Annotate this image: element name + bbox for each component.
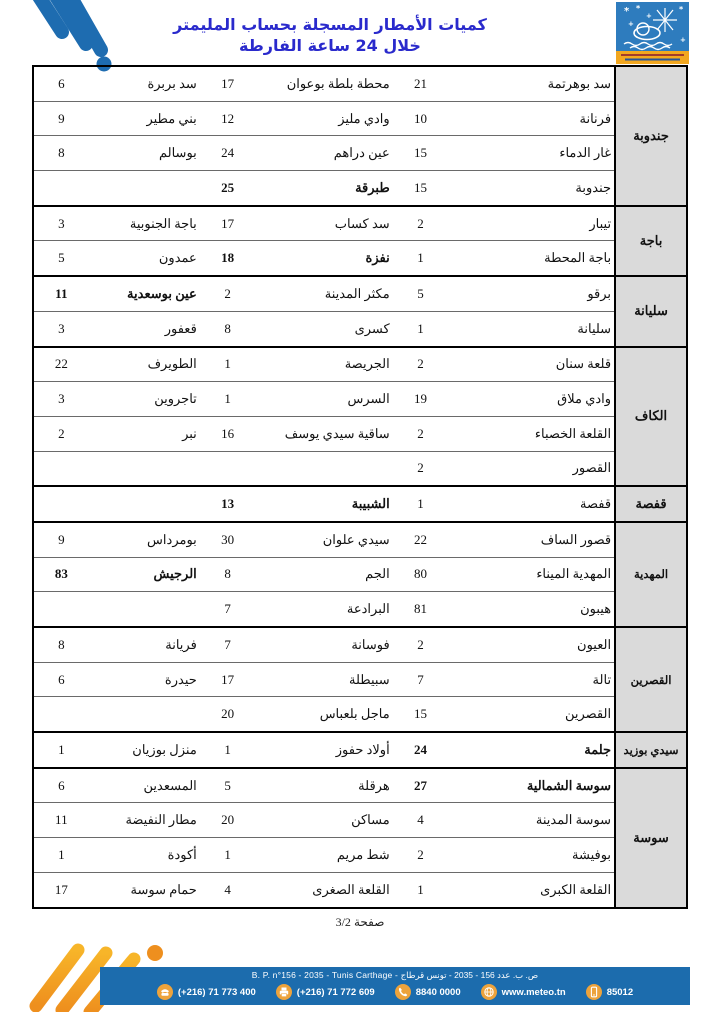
rainfall-value-cell: 24 xyxy=(200,136,256,171)
table-row xyxy=(33,276,687,311)
rainfall-value-cell: 1 xyxy=(393,872,449,907)
rainfall-value-cell: 17 xyxy=(200,206,256,241)
station-name-cell: مساكن xyxy=(255,803,392,838)
rainfall-value-cell: 2 xyxy=(393,627,449,662)
station-name-cell: هيبون xyxy=(448,592,615,627)
station-name-cell: المهدية الميناء xyxy=(448,557,615,592)
rainfall-value-cell: 25 xyxy=(200,171,256,206)
sms-icon xyxy=(586,984,602,1000)
station-name-cell: أولاد حفوز xyxy=(255,732,392,768)
station-name-cell: قصور الساف xyxy=(448,522,615,557)
table-row xyxy=(33,592,687,627)
rainfall-value-cell: 81 xyxy=(393,592,449,627)
svg-text:*: * xyxy=(624,6,630,17)
table-row xyxy=(33,206,687,241)
station-name-cell: منزل بوزيان xyxy=(89,732,200,768)
rainfall-value-cell: 2 xyxy=(393,416,449,451)
fax-icon xyxy=(276,984,292,1000)
rainfall-value-cell xyxy=(33,592,89,627)
rainfall-value-cell: 1 xyxy=(200,838,256,873)
table-row xyxy=(33,662,687,697)
station-name-cell: الشبيبة xyxy=(255,486,392,522)
rainfall-value-cell xyxy=(33,451,89,486)
rainfall-value-cell: 5 xyxy=(33,241,89,276)
governorate-cell: سليانة xyxy=(615,276,687,346)
station-name-cell: غار الدماء xyxy=(448,136,615,171)
station-name-cell: مكثر المدينة xyxy=(255,276,392,311)
station-name-cell: عين بوسعدية xyxy=(89,276,200,311)
rainfall-value-cell: 8 xyxy=(200,311,256,346)
station-name-cell: هرقلة xyxy=(255,768,392,803)
station-name-cell: الطويرف xyxy=(89,347,200,382)
station-name-cell: نبر xyxy=(89,416,200,451)
table-row xyxy=(33,768,687,803)
rainfall-value-cell: 8 xyxy=(200,557,256,592)
table-row xyxy=(33,136,687,171)
station-name-cell: محطة بلطة بوعوان xyxy=(255,66,392,101)
station-name-cell: تيبار xyxy=(448,206,615,241)
station-name-cell xyxy=(255,451,392,486)
station-name-cell: المسعدين xyxy=(89,768,200,803)
station-name-cell: بني مطير xyxy=(89,101,200,136)
title-line-1: كميات الأمطار المسجلة بحساب المليمتر xyxy=(173,15,487,34)
table-row xyxy=(33,382,687,417)
governorate-cell: الكاف xyxy=(615,347,687,487)
rainfall-value-cell: 15 xyxy=(393,136,449,171)
footer-contact-item xyxy=(157,984,256,1000)
rainfall-value-cell: 1 xyxy=(33,732,89,768)
rainfall-value-cell: 2 xyxy=(33,416,89,451)
rainfall-value-cell: 17 xyxy=(33,872,89,907)
station-name-cell: باجة الجنوبية xyxy=(89,206,200,241)
svg-text:+: + xyxy=(646,12,652,20)
station-name-cell: حيدرة xyxy=(89,662,200,697)
table-row xyxy=(33,241,687,276)
table-row xyxy=(33,838,687,873)
rainfall-value-cell: 6 xyxy=(33,662,89,697)
inm-logo xyxy=(616,2,689,64)
station-name-cell: فرنانة xyxy=(448,101,615,136)
rainfall-value-cell: 18 xyxy=(200,241,256,276)
rainfall-value-cell: 22 xyxy=(33,347,89,382)
rainfall-value-cell: 20 xyxy=(200,803,256,838)
table-row xyxy=(33,697,687,732)
svg-text:*: * xyxy=(679,5,684,14)
station-name-cell: أكودة xyxy=(89,838,200,873)
rainfall-value-cell: 11 xyxy=(33,803,89,838)
station-name-cell: سد كساب xyxy=(255,206,392,241)
table-row xyxy=(33,627,687,662)
station-name-cell xyxy=(89,171,200,206)
rainfall-value-cell: 9 xyxy=(33,522,89,557)
rainfall-value-cell: 5 xyxy=(393,276,449,311)
station-name-cell: الجم xyxy=(255,557,392,592)
title-line-2: خلال 24 ساعة الفارطة xyxy=(239,36,421,55)
station-name-cell: بوسالم xyxy=(89,136,200,171)
logo-band xyxy=(616,51,689,64)
governorate-cell: سوسة xyxy=(615,768,687,908)
rainfall-value-cell: 2 xyxy=(393,451,449,486)
rainfall-value-cell xyxy=(200,451,256,486)
footer-band xyxy=(100,967,690,1005)
station-name-cell: القلعة الخصباء xyxy=(448,416,615,451)
station-name-cell: الجريصة xyxy=(255,347,392,382)
footer-contacts xyxy=(100,982,690,1002)
footer-contact-item xyxy=(395,984,461,1000)
rainfall-value-cell: 1 xyxy=(200,732,256,768)
table-row xyxy=(33,732,687,768)
governorate-cell: جندوبة xyxy=(615,66,687,206)
station-name-cell: قلعة سنان xyxy=(448,347,615,382)
rainfall-value-cell: 2 xyxy=(393,347,449,382)
rainfall-value-cell: 1 xyxy=(393,311,449,346)
logo-text-line-2 xyxy=(625,59,680,61)
station-name-cell: القصور xyxy=(448,451,615,486)
station-name-cell: سليانة xyxy=(448,311,615,346)
rainfall-value-cell: 1 xyxy=(33,838,89,873)
rainfall-value-cell: 22 xyxy=(393,522,449,557)
station-name-cell: بوفيشة xyxy=(448,838,615,873)
svg-text:+: + xyxy=(628,20,634,28)
rainfall-value-cell: 4 xyxy=(200,872,256,907)
table-row xyxy=(33,171,687,206)
table-row xyxy=(33,557,687,592)
station-name-cell: الرجيش xyxy=(89,557,200,592)
station-name-cell: وادي مليز xyxy=(255,101,392,136)
globe-icon xyxy=(481,984,497,1000)
station-name-cell xyxy=(89,592,200,627)
station-name-cell: مطار النفيضة xyxy=(89,803,200,838)
logo-text-line-1 xyxy=(621,54,684,56)
station-name-cell: ساقية سيدي يوسف xyxy=(255,416,392,451)
rainfall-value-cell: 19 xyxy=(393,382,449,417)
rainfall-value-cell: 17 xyxy=(200,66,256,101)
footer-contact-item xyxy=(276,984,375,1000)
station-name-cell: باجة المحطة xyxy=(448,241,615,276)
rainfall-value-cell: 12 xyxy=(200,101,256,136)
governorate-cell: باجة xyxy=(615,206,687,276)
rainfall-value-cell: 83 xyxy=(33,557,89,592)
station-name-cell: طبرقة xyxy=(255,171,392,206)
contact-text: 8840 0000 xyxy=(415,986,461,998)
station-name-cell: سوسة الشمالية xyxy=(448,768,615,803)
rainfall-value-cell: 80 xyxy=(393,557,449,592)
svg-text:*: * xyxy=(636,4,641,13)
station-name-cell: سيدي علوان xyxy=(255,522,392,557)
station-name-cell: سد بوهرتمة xyxy=(448,66,615,101)
rainfall-value-cell xyxy=(33,171,89,206)
station-name-cell: حمام سوسة xyxy=(89,872,200,907)
rainfall-value-cell: 7 xyxy=(393,662,449,697)
rainfall-value-cell: 15 xyxy=(393,697,449,732)
rainfall-value-cell xyxy=(33,697,89,732)
station-name-cell: قفصة xyxy=(448,486,615,522)
governorate-cell: القصرين xyxy=(615,627,687,732)
station-name-cell: القلعة الصغرى xyxy=(255,872,392,907)
station-name-cell: سبيطلة xyxy=(255,662,392,697)
rainfall-value-cell: 8 xyxy=(33,136,89,171)
rainfall-value-cell: 7 xyxy=(200,627,256,662)
rainfall-value-cell: 15 xyxy=(393,171,449,206)
table-row xyxy=(33,347,687,382)
rainfall-value-cell: 24 xyxy=(393,732,449,768)
rainfall-value-cell xyxy=(33,486,89,522)
rainfall-value-cell: 3 xyxy=(33,311,89,346)
call-icon xyxy=(395,984,411,1000)
table-row xyxy=(33,101,687,136)
table-row xyxy=(33,451,687,486)
rainfall-value-cell: 30 xyxy=(200,522,256,557)
gold-dot xyxy=(147,945,163,961)
station-name-cell: ماجل بلعباس xyxy=(255,697,392,732)
station-name-cell: عمدون xyxy=(89,241,200,276)
table-row xyxy=(33,416,687,451)
rainfall-value-cell: 1 xyxy=(200,382,256,417)
rainfall-value-cell: 2 xyxy=(393,206,449,241)
station-name-cell: فريانة xyxy=(89,627,200,662)
page-number: صفحة 3/2 xyxy=(335,915,385,929)
rainfall-value-cell: 2 xyxy=(200,276,256,311)
station-name-cell: برقو xyxy=(448,276,615,311)
table-row xyxy=(33,522,687,557)
governorate-cell: قفصة xyxy=(615,486,687,522)
rainfall-table xyxy=(32,65,688,909)
rainfall-value-cell: 1 xyxy=(200,347,256,382)
rainfall-value-cell: 9 xyxy=(33,101,89,136)
footer-contact-item xyxy=(586,984,633,1000)
rainfall-value-cell: 3 xyxy=(33,382,89,417)
page-title xyxy=(130,14,530,56)
station-name-cell: البرادعة xyxy=(255,592,392,627)
rainfall-value-cell: 6 xyxy=(33,768,89,803)
station-name-cell: السرس xyxy=(255,382,392,417)
rainfall-table-body xyxy=(33,66,687,908)
station-name-cell: جلمة xyxy=(448,732,615,768)
station-name-cell: كسرى xyxy=(255,311,392,346)
station-name-cell xyxy=(89,697,200,732)
table-row xyxy=(33,66,687,101)
footer-address: B. P. n°156 - 2035 - Tunis Carthage - ص. ب. عدد 156 - 2035 - تونس قرطاج xyxy=(251,970,539,980)
rainfall-value-cell: 3 xyxy=(33,206,89,241)
station-name-cell: سد بربرة xyxy=(89,66,200,101)
station-name-cell: بومرداس xyxy=(89,522,200,557)
phone-icon xyxy=(157,984,173,1000)
governorate-cell: المهدية xyxy=(615,522,687,627)
rainfall-value-cell: 16 xyxy=(200,416,256,451)
rainfall-value-cell: 17 xyxy=(200,662,256,697)
table-row xyxy=(33,486,687,522)
station-name-cell: القلعة الكبرى xyxy=(448,872,615,907)
rainfall-value-cell: 4 xyxy=(393,803,449,838)
station-name-cell: سوسة المدينة xyxy=(448,803,615,838)
station-name-cell: شط مريم xyxy=(255,838,392,873)
governorate-cell: سيدي بوزيد xyxy=(615,732,687,768)
station-name-cell: نفزة xyxy=(255,241,392,276)
station-name-cell xyxy=(89,486,200,522)
rainfall-value-cell: 8 xyxy=(33,627,89,662)
station-name-cell: وادي ملاق xyxy=(448,382,615,417)
rainfall-value-cell: 27 xyxy=(393,768,449,803)
station-name-cell: تالة xyxy=(448,662,615,697)
station-name-cell: فوسانة xyxy=(255,627,392,662)
contact-text: (+216) 71 773 400 xyxy=(177,986,256,998)
footer-contact-item xyxy=(481,984,566,1000)
table-row xyxy=(33,311,687,346)
table-row xyxy=(33,872,687,907)
station-name-cell: تاجروين xyxy=(89,382,200,417)
station-name-cell: العيون xyxy=(448,627,615,662)
station-name-cell: قعفور xyxy=(89,311,200,346)
station-name-cell: جندوبة xyxy=(448,171,615,206)
rainfall-value-cell: 1 xyxy=(393,241,449,276)
rainfall-value-cell: 5 xyxy=(200,768,256,803)
rainfall-value-cell: 6 xyxy=(33,66,89,101)
rainfall-value-cell: 20 xyxy=(200,697,256,732)
contact-text: (+216) 71 772 609 xyxy=(296,986,375,998)
svg-text:+: + xyxy=(680,36,686,44)
rainfall-value-cell: 2 xyxy=(393,838,449,873)
rainfall-value-cell: 1 xyxy=(393,486,449,522)
table-row xyxy=(33,803,687,838)
rainfall-value-cell: 11 xyxy=(33,276,89,311)
contact-text: 85012 xyxy=(606,986,634,998)
station-name-cell: القصرين xyxy=(448,697,615,732)
rainfall-value-cell: 10 xyxy=(393,101,449,136)
station-name-cell xyxy=(89,451,200,486)
rainfall-value-cell: 21 xyxy=(393,66,449,101)
contact-text: www.meteo.tn xyxy=(501,986,566,998)
rainfall-value-cell: 13 xyxy=(200,486,256,522)
rainfall-value-cell: 7 xyxy=(200,592,256,627)
station-name-cell: عين دراهم xyxy=(255,136,392,171)
